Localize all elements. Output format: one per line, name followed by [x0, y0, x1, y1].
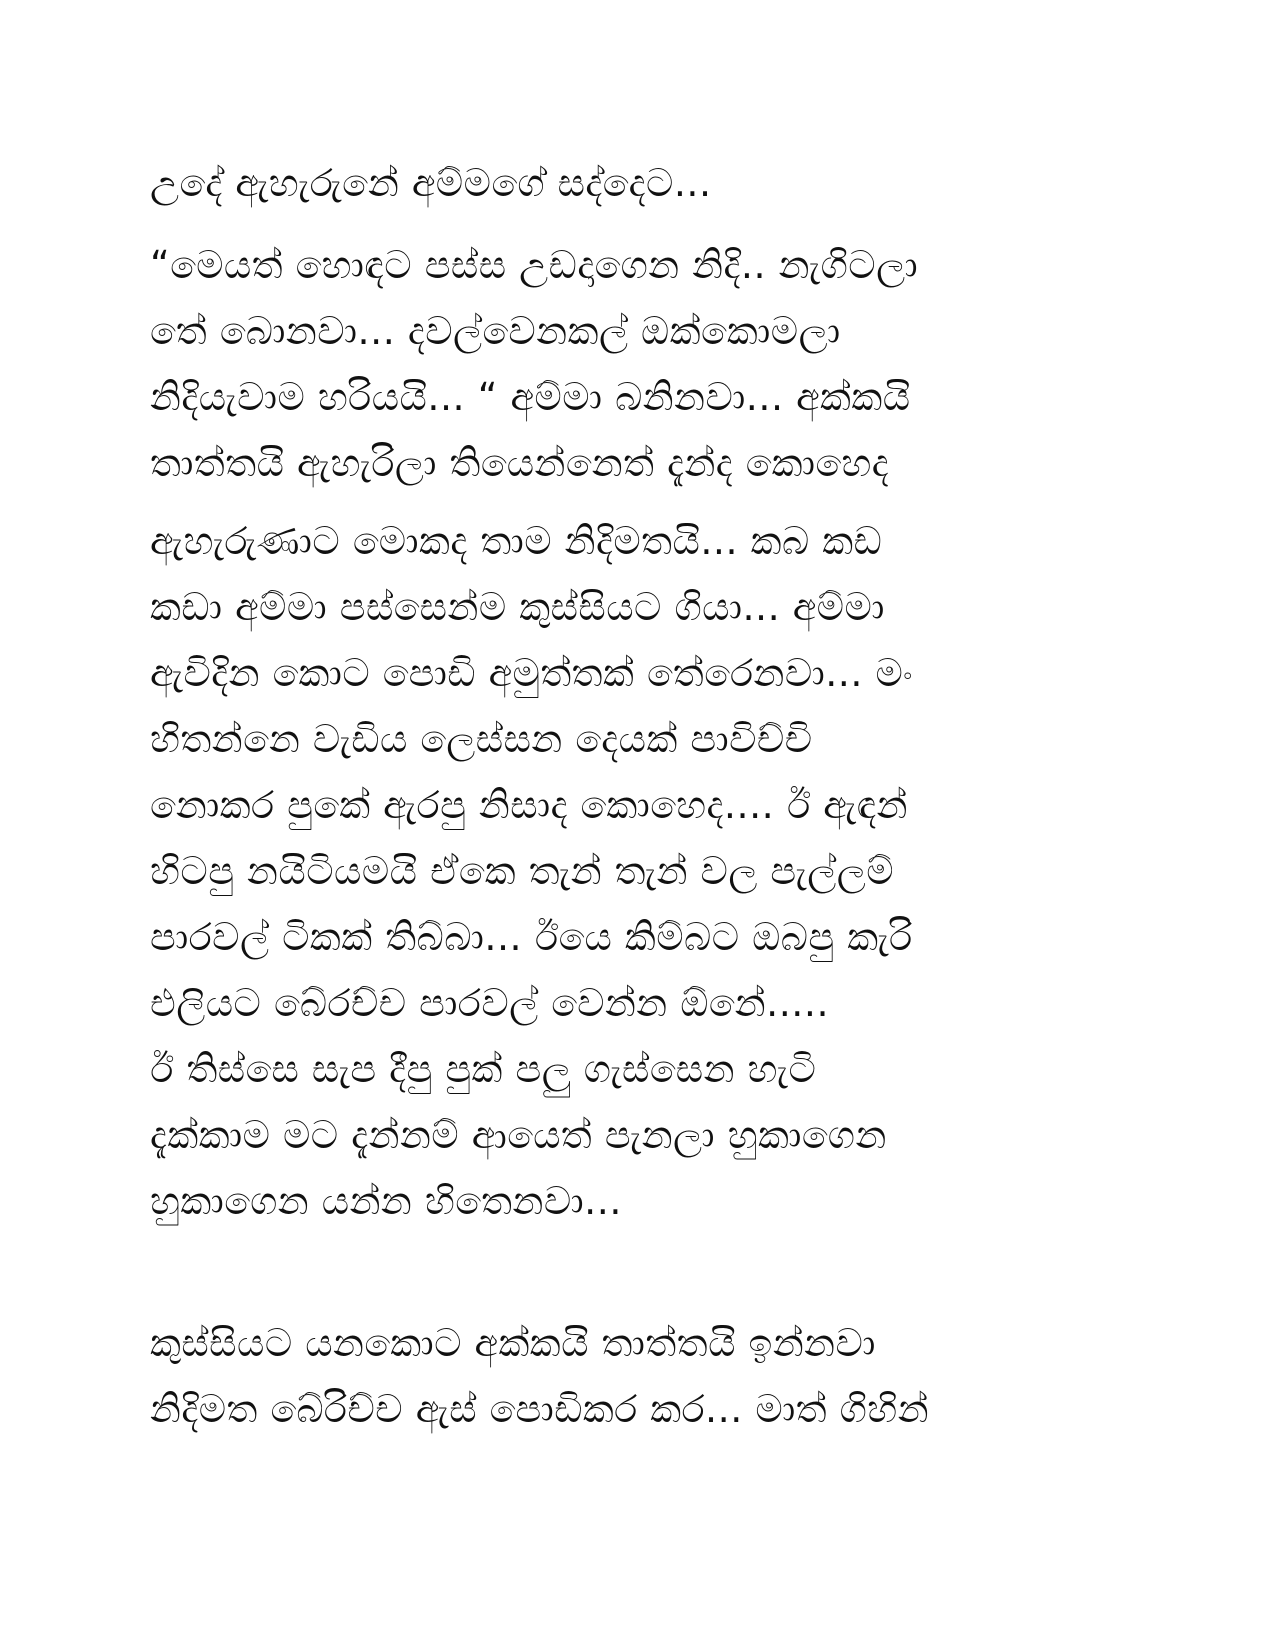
paragraph-4: [150, 1310, 1110, 1442]
text-line: දැක්කාම මට දැන්නම් ආයෙත් පැනලා හුකාගෙන: [150, 1113, 887, 1157]
text-line: නිදියැවාම හරියයි... “ අම්මා බනිනවා... අක්කයි: [150, 375, 911, 419]
text-line: එලියට බේරච්ච පාරවල් වෙන්න ඕනේ.....: [150, 981, 830, 1025]
text-line: හිටපු නයිටියමයි ඒකෙ තැන් තැන් වල පැල්ලම්: [150, 849, 895, 893]
text-line: හිතන්නෙ වැඩිය ලෙස්සන දෙයක් පාවිච්චි: [150, 717, 813, 761]
paragraph-2: [150, 232, 1110, 496]
text-line: ඊ තිස්සෙ සැප දීපු පුක් පලු ගැස්සෙන හැටි: [150, 1047, 817, 1091]
text-line: පාරවල් ටිකක් තිබ්බා... ඊයෙ කිම්බට ඔබපු කැරි: [150, 915, 913, 959]
text-line: නොකර පුකේ ඇරපු නිසාද කොහෙද.... ඊ ඇඳන්: [150, 783, 908, 827]
text-line: නිදිමත බේරිච්ච ඇස් පොඩිකර කර... මාත් ගිහින්: [150, 1387, 930, 1431]
text-line: ඇවිදින කොට පොඩි අමුත්තක් තේරෙනවා... මං: [150, 651, 914, 695]
text-line: තාත්තයි ඇහැරිලා තියෙන්නෙත් දැන්ද කොහෙද: [150, 441, 890, 485]
paragraph-1: [150, 150, 1110, 216]
text-line: තේ බොනවා... දවල්වෙනකල් ඔක්කොමලා: [150, 309, 841, 353]
text-line: හුකාගෙන යන්න හිතෙනවා...: [150, 1179, 622, 1223]
text-line: උදේ ඇහැරුනේ අම්මගේ සද්දෙට...: [150, 161, 712, 205]
text-line: ඇහැරුණාට මොකද තාම නිදිමතයි... කබ කඩ: [150, 519, 883, 563]
text-line: කුස්සියට යනකොට අක්කයි තාත්තයි ඉන්නවා: [150, 1321, 876, 1365]
text-line: “මෙයත් හොඳට පස්ස උඩදාගෙන නිදි.. නැගිටලා: [150, 243, 919, 287]
paragraph-3: [150, 508, 1110, 1234]
text-line: කඩා අම්මා පස්සෙන්ම කුස්සියට ගියා... අම්මා: [150, 585, 885, 629]
